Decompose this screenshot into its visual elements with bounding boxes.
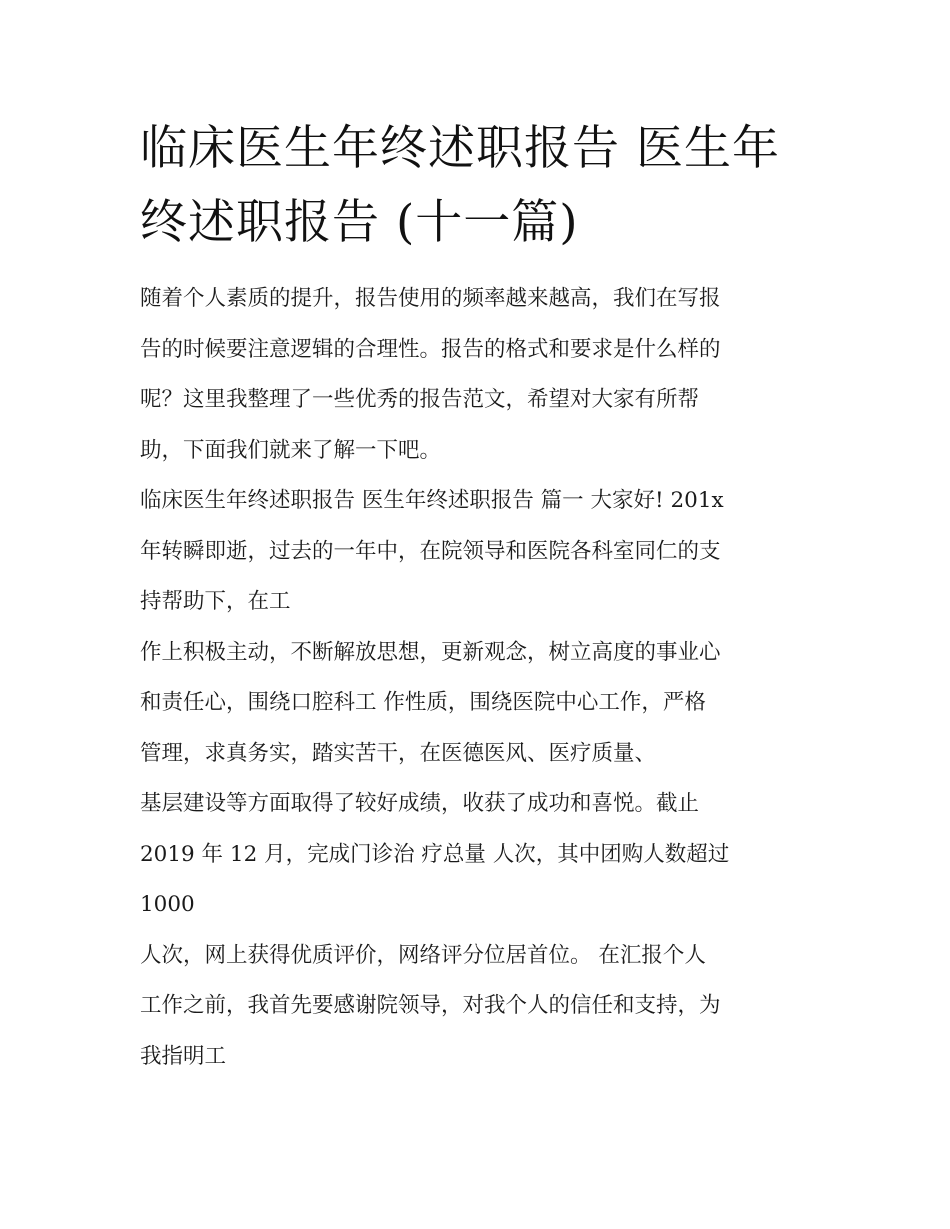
text-line: 随着个人素质的提升，报告使用的频率越来越高，我们在写报 xyxy=(140,286,721,311)
paragraph-intro xyxy=(140,274,815,476)
text-line: 年转瞬即逝，过去的一年中，在院领导和医院各科室同仁的支 xyxy=(140,538,721,564)
text-line: 和责任心，围绕口腔科工 作性质，围绕医院中心工作，严格 xyxy=(140,690,706,715)
text-line: 工作之前，我首先要感谢院领导，对我个人的信任和支持，为 xyxy=(140,993,721,1018)
text-line: 作上积极主动，不断解放思想，更新观念，树立高度的事业心 xyxy=(140,639,721,665)
document-page xyxy=(140,112,815,1082)
text-line: 告的时候要注意逻辑的合理性。报告的格式和要求是什么样的 xyxy=(140,336,721,362)
title-line: 终述职报告 (十一篇) xyxy=(140,195,579,250)
text-line: 1000 xyxy=(140,892,195,917)
paragraph-achievements xyxy=(140,779,815,931)
title-line: 临床医生年终述职报告 医生年 xyxy=(140,121,780,176)
text-line: 我指明工 xyxy=(140,1043,227,1069)
text-line: 呢？这里我整理了一些优秀的报告范文，希望对大家有所帮 xyxy=(140,387,700,412)
paragraph-thanks xyxy=(140,931,815,1083)
paragraph-section-one xyxy=(140,476,815,628)
text-line: 2019 年 12 月，完成门诊治 疗总量 人次，其中团购人数超过 xyxy=(140,841,730,867)
document-body xyxy=(140,274,815,1082)
text-line: 临床医生年终述职报告 医生年终述职报告 篇一 大家好! 201x xyxy=(140,488,724,513)
paragraph-work-attitude xyxy=(140,628,815,780)
text-line: 持帮助下，在工 xyxy=(140,589,291,614)
text-line: 助，下面我们就来了解一下吧。 xyxy=(140,437,442,463)
document-title xyxy=(140,112,815,260)
text-line: 基层建设等方面取得了较好成绩，收获了成功和喜悦。截止 xyxy=(140,791,700,816)
text-line: 管理，求真务实，踏实苦干，在医德医风、医疗质量、 xyxy=(140,740,657,766)
text-line: 人次，网上获得优质评价，网络评分位居首位。 在汇报个人 xyxy=(140,942,706,968)
